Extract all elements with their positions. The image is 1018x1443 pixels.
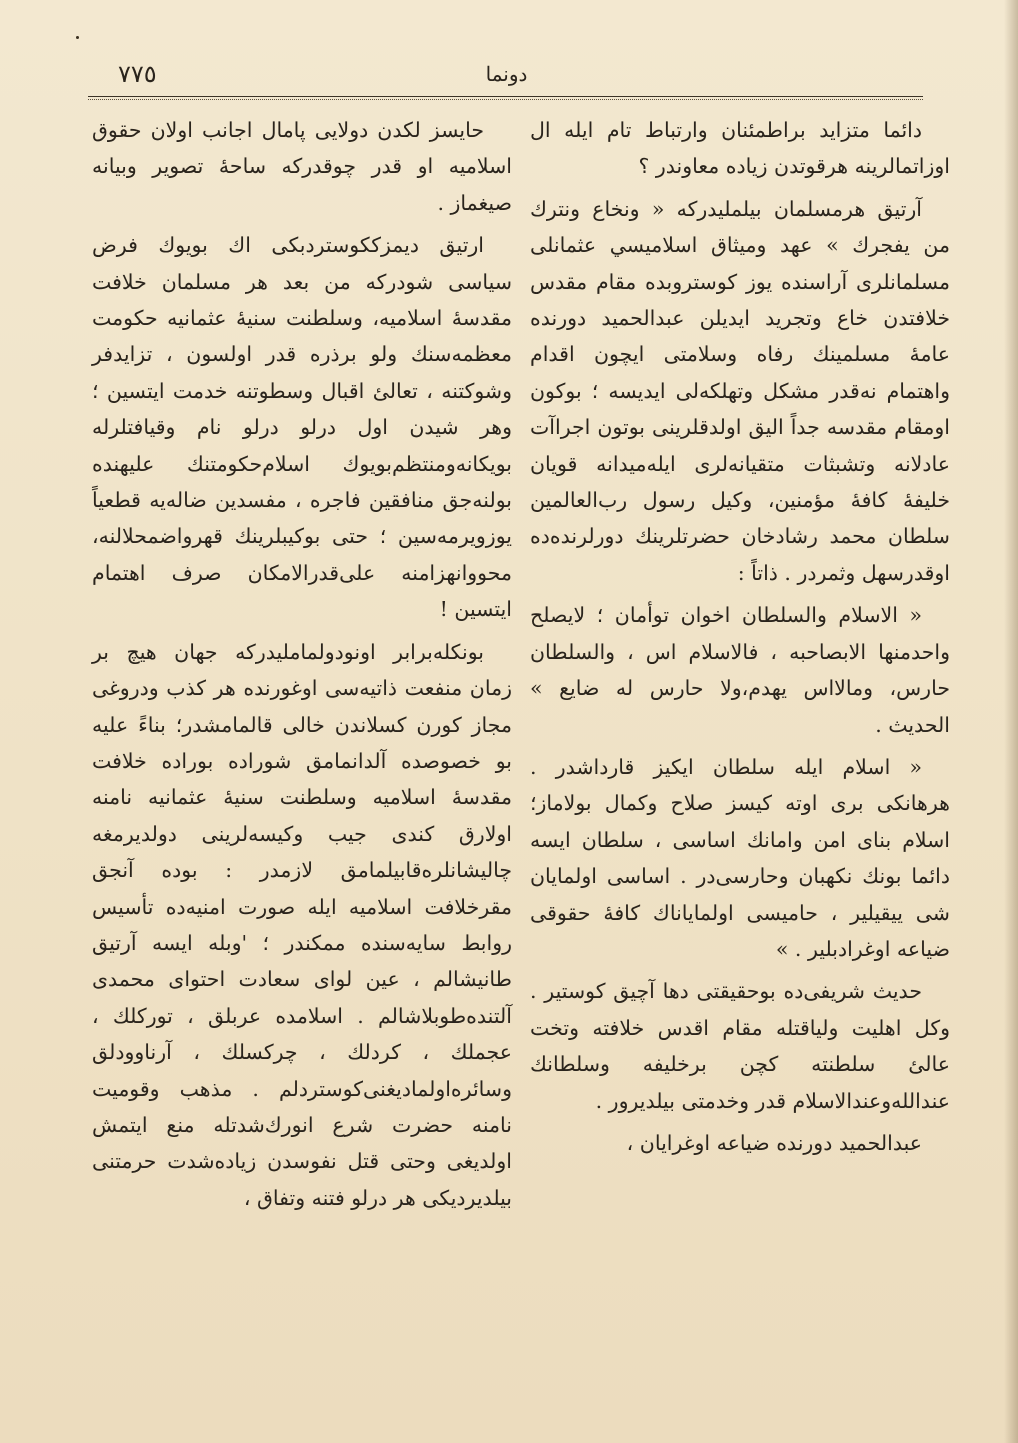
ink-speck xyxy=(76,36,79,39)
page-number: ٧٧٥ xyxy=(118,60,157,88)
hadith-quote: « الاسلام والسلطان اخوان توأمان ؛ لايصلح واحدمنها الابصاحبه ، فالاسلام اس ، والسلطان حارس، ومالااس يهدم،ولا حارس له ضايع » الحديث . xyxy=(530,603,950,737)
paragraph: دائما متزايد براطمئنان وارتباط تام ايله ال اوزاتمالرينه هرقوتدن زياده معاوندر ؟ xyxy=(530,118,950,179)
paragraph: عبدالحميد دورنده ضياعه اوغرايان ، xyxy=(626,1130,922,1155)
left-column xyxy=(92,112,512,1222)
paragraph: حايسز لكدن دولايى پامال اجانب اولان حقوق اسلاميه او قدر چوقدركه ساحهٔ تصوير وبيانه صيغماز . xyxy=(92,118,512,215)
paragraph: حديث شريفى‌ده بوحقيقتى دها آچيق كوستير . وكل اهليت ولياقتله مقام اقدس خلافته وتخت عالئ سلطنته كچن برخليفه وسلطانك عندالله‌وعندالاسلام قدر وخدمتى بيلديرور . xyxy=(530,979,950,1113)
hadith-translation: « اسلام ايله سلطان ايكيز قارداشدر . هرهانكى برى اوته كيسز صلاح وكمال بولاماز؛ اسلام بناى امن وامانك اساسى ، سلطان ايسه دائما بونك نكهبان وحارسى‌در . اساسى اولمايان شى ييقيلير ، حاميسى اولماياناك كافهٔ حقوقى ضياعه اوغرادبلير . » xyxy=(530,754,950,961)
paragraph: آرتيق هرمسلمان بيلمليدركه « ونخاع ونترك من يفجرك » عهد وميثاق اسلاميسي عثمانلى مسلمانلرى آراسنده يوز كوستروبده مقام مقدس خلافتدن خاع وتجريد ايديلن عبدالحميد دورنده عامهٔ مسلمينك رفاه وسلامتى ايچون اقدام واهتمام نه‌قدر مشكل وتهلكه‌لى ايديسه ؛ بوكون اومقام مقدسه جداً اليق اولدقلرينى بوتون اجراآت عادلانه وتشبثات متقيانه‌لرى ايله‌ميدانه قويان خليفهٔ كافهٔ مؤمنين، وكيل رسول رب‌العالمين سلطان محمد رشادخان حضرتلرينك دورلرنده‌ده اوقدرسهل وثمردر . ذاتاً : xyxy=(530,196,950,585)
right-column xyxy=(530,112,950,1167)
page-edge-shadow xyxy=(1004,0,1018,1443)
paragraph: ارتيق ديمزككوستردبكى اك بويوك فرض سياسى شودركه من بعد هر مسلمان خلافت مقدسهٔ اسلاميه، وسلطنت سنيهٔ عثمانيه حكومت معظمه‌سنك ولو برذره قدر اولسون ، تزايدفر وشوكتنه ، تعالئ اقبال وسطوتنه خدمت ايتسين ؛ وهر شيدن اول درلو درلو نام وقيافتلرله بويكانه‌ومنتظم‌بويوك اسلام‌حكومتنك عليهنده بولنه‌جق منافقين فاجره ، مفسدين ضاله‌يه قطعياً يوزويرمه‌سين ؛ حتى بوكيبلرينك قهرواضمحلالنه، محووانهزامنه على‌قدرالامكان صرف اهتمام ايتسين ! xyxy=(92,233,512,622)
page-header xyxy=(110,58,903,98)
running-head: دونما xyxy=(485,62,528,86)
header-rule xyxy=(88,96,923,103)
paragraph: بونكله‌برابر اونودولمامليدركه جهان هيچ بر زمان منفعت ذاتيه‌سى اوغورنده هر كذب ودروغى مجاز كورن كسلاندن خالى قالمامشدر؛ بناءً عليه بو خصوصده آلدانمامق شوراده بوراده خلافت مقدسهٔ اسلاميه وسلطنت سنيهٔ عثمانيه نامنه اولارق كندى جيب وكيسه‌لرينى دولديرمغه چاليشانلره‌قابيلمامق لازمدر : بوده آنجق مقرخلافت اسلاميه ايله صورت امنيه‌ده تأسيس روابط سايه‌سنده ممكندر ؛ 'وبله ايسه آرتيق طانيشالم ، عين لواى سعادت احتواى محمدى آلتنده‌طوبلاشالم . اسلامده عربلق ، توركلك ، عجملك ، كردلك ، چركسلك ، آرناوودلق وسائره‌اولماديغنى‌كوستردلم . مذهب وقوميت نامنه حضرت شرع انورك‌شدتله منع ايتمش اولديغى وحتى قتل نفوسدن زياده‌شدت حرمتنى بيلديرديكى هر درلو فتنه وتفاق ، xyxy=(92,639,512,1210)
